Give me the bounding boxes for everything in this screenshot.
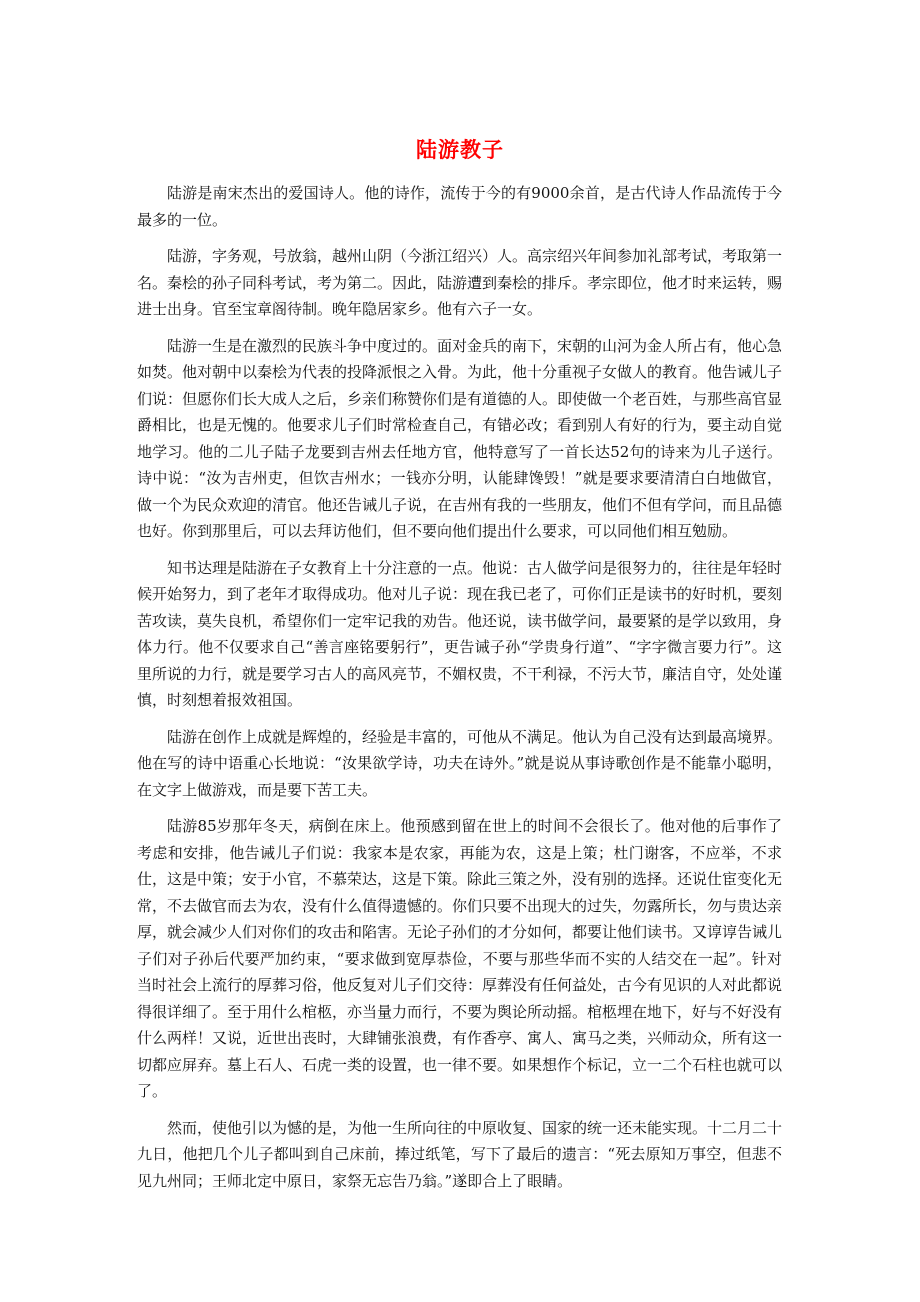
paragraph-1: 陆游是南宋杰出的爱国诗人。他的诗作，流传于今的有9000余首，是古代诗人作品流传于今最多的一位。 <box>137 184 782 229</box>
paragraph-7: 然而，使他引以为憾的是，为他一生所向往的中原收复、国家的统一还未能实现。十二月二十九日，他把几个儿子都叫到自己床前，捧过纸笔，写下了最后的遗言：“死去原知万事空，但悲不见九州同；王师北定中原日，家祭无忘告乃翁。”遂即合上了眼睛。 <box>137 1118 783 1190</box>
paragraph-2: 陆游，字务观，号放翁，越州山阴（今浙江绍兴）人。高宗绍兴年间参加礼部考试，考取第一名。秦桧的孙子同科考试，考为第二。因此，陆游遭到秦桧的排斥。孝宗即位，他才时来运转，赐进士出身。官至宝章阁待制。晚年隐居家乡。他有六子一女。 <box>137 247 783 318</box>
paragraph-4: 知书达理是陆游在子女教育上十分注意的一点。他说：古人做学问是很努力的，往往是年轻时候开始努力，到了老年才取得成功。他对儿子说：现在我已老了，可你们正是读书的好时机，要刻苦攻读，莫失良机，希望你们一定牢记我的劝告。他还说，读书做学问，最要紧的是学以致用，身体力行。他不仅要求自己“善言座铭要躬行”，更告诫子孙“学贵身行道”、“字字微言要力行”。这里所说的力行，就是要学习古人的高风亮节，不媚权贵，不干利禄，不污大节，廉洁自守，处处谨慎，时刻想着报效祖国。 <box>137 558 783 709</box>
paragraph-6: 陆游85岁那年冬天，病倒在床上。他预感到留在世上的时间不会很长了。他对他的后事作了考虑和安排，他告诫儿子们说：我家本是农家，再能为农，这是上策；杜门谢客，不应举，不求仕，这是中策；安于小官，不慕荣达，这是下策。除此三策之外，没有别的选择。还说仕宦变化无常，不去做官而去为农，没有什么值得遗憾的。你们只要不出现大的过失，勿露所长，勿与贵达亲厚，就会减少人们对你们的攻击和陷害。无论子孙们的才分如何，都要让他们读书。又谆谆告诫儿子们对子孙后代要严加约束，“要求做到宽厚恭俭，不要与那些华而不实的人结交在一起”。针对当时社会上流行的厚葬习俗，他反复对儿子们交待：厚葬没有任何益处，古今有见识的人对此都说得很详细了。至于用什么棺柩，亦当量力而行，不要为舆论所动摇。棺柩埋在地下，好与不好没有什么两样！又说，近世出丧时，大肆铺张浪费，有作香亭、寓人、寓马之类，兴师动众，所有这一切都应屏弃。墓上石人、石虎一类的设置，也一律不要。如果想作个标记，立一二个石柱也就可以了。 <box>137 817 783 1100</box>
paragraph-5: 陆游在创作上成就是辉煌的，经验是丰富的，可他从不满足。他认为自己没有达到最高境界。他在写的诗中语重心长地说：“汝果欲学诗，功夫在诗外。”就是说从事诗歌创作是不能靠小聪明，在文字上做游戏，而是要下苦工夫。 <box>137 727 783 799</box>
document-title: 陆游教子 <box>416 137 504 162</box>
document-body <box>137 180 782 1204</box>
paragraph-3: 陆游一生是在激烈的民族斗争中度过的。面对金兵的南下，宋朝的山河为金人所占有，他心急如焚。他对朝中以秦桧为代表的投降派恨之入骨。为此，他十分重视子女做人的教育。他告诫儿子们说：但愿你们长大成人之后，乡亲们称赞你们是有道德的人。即使做一个老百姓，与那些高官显爵相比，也是无愧的。他要求儿子们时常检查自己，有错必改；看到别人有好的行为，要主动自觉地学习。他的二儿子陆子龙要到吉州去任地方官，他特意写了一首长达52句的诗来为儿子送行。诗中说：“汝为吉州吏，但饮吉州水；一钱亦分明，认能肆馋毁！”就是要求要清清白白地做官，做一个为民众欢迎的清官。他还告诫儿子说，在吉州有我的一些朋友，他们不但有学问，而且品德也好。你到那里后，可以去拜访他们，但不要向他们提出什么要求，可以同他们相互勉励。 <box>137 336 783 540</box>
